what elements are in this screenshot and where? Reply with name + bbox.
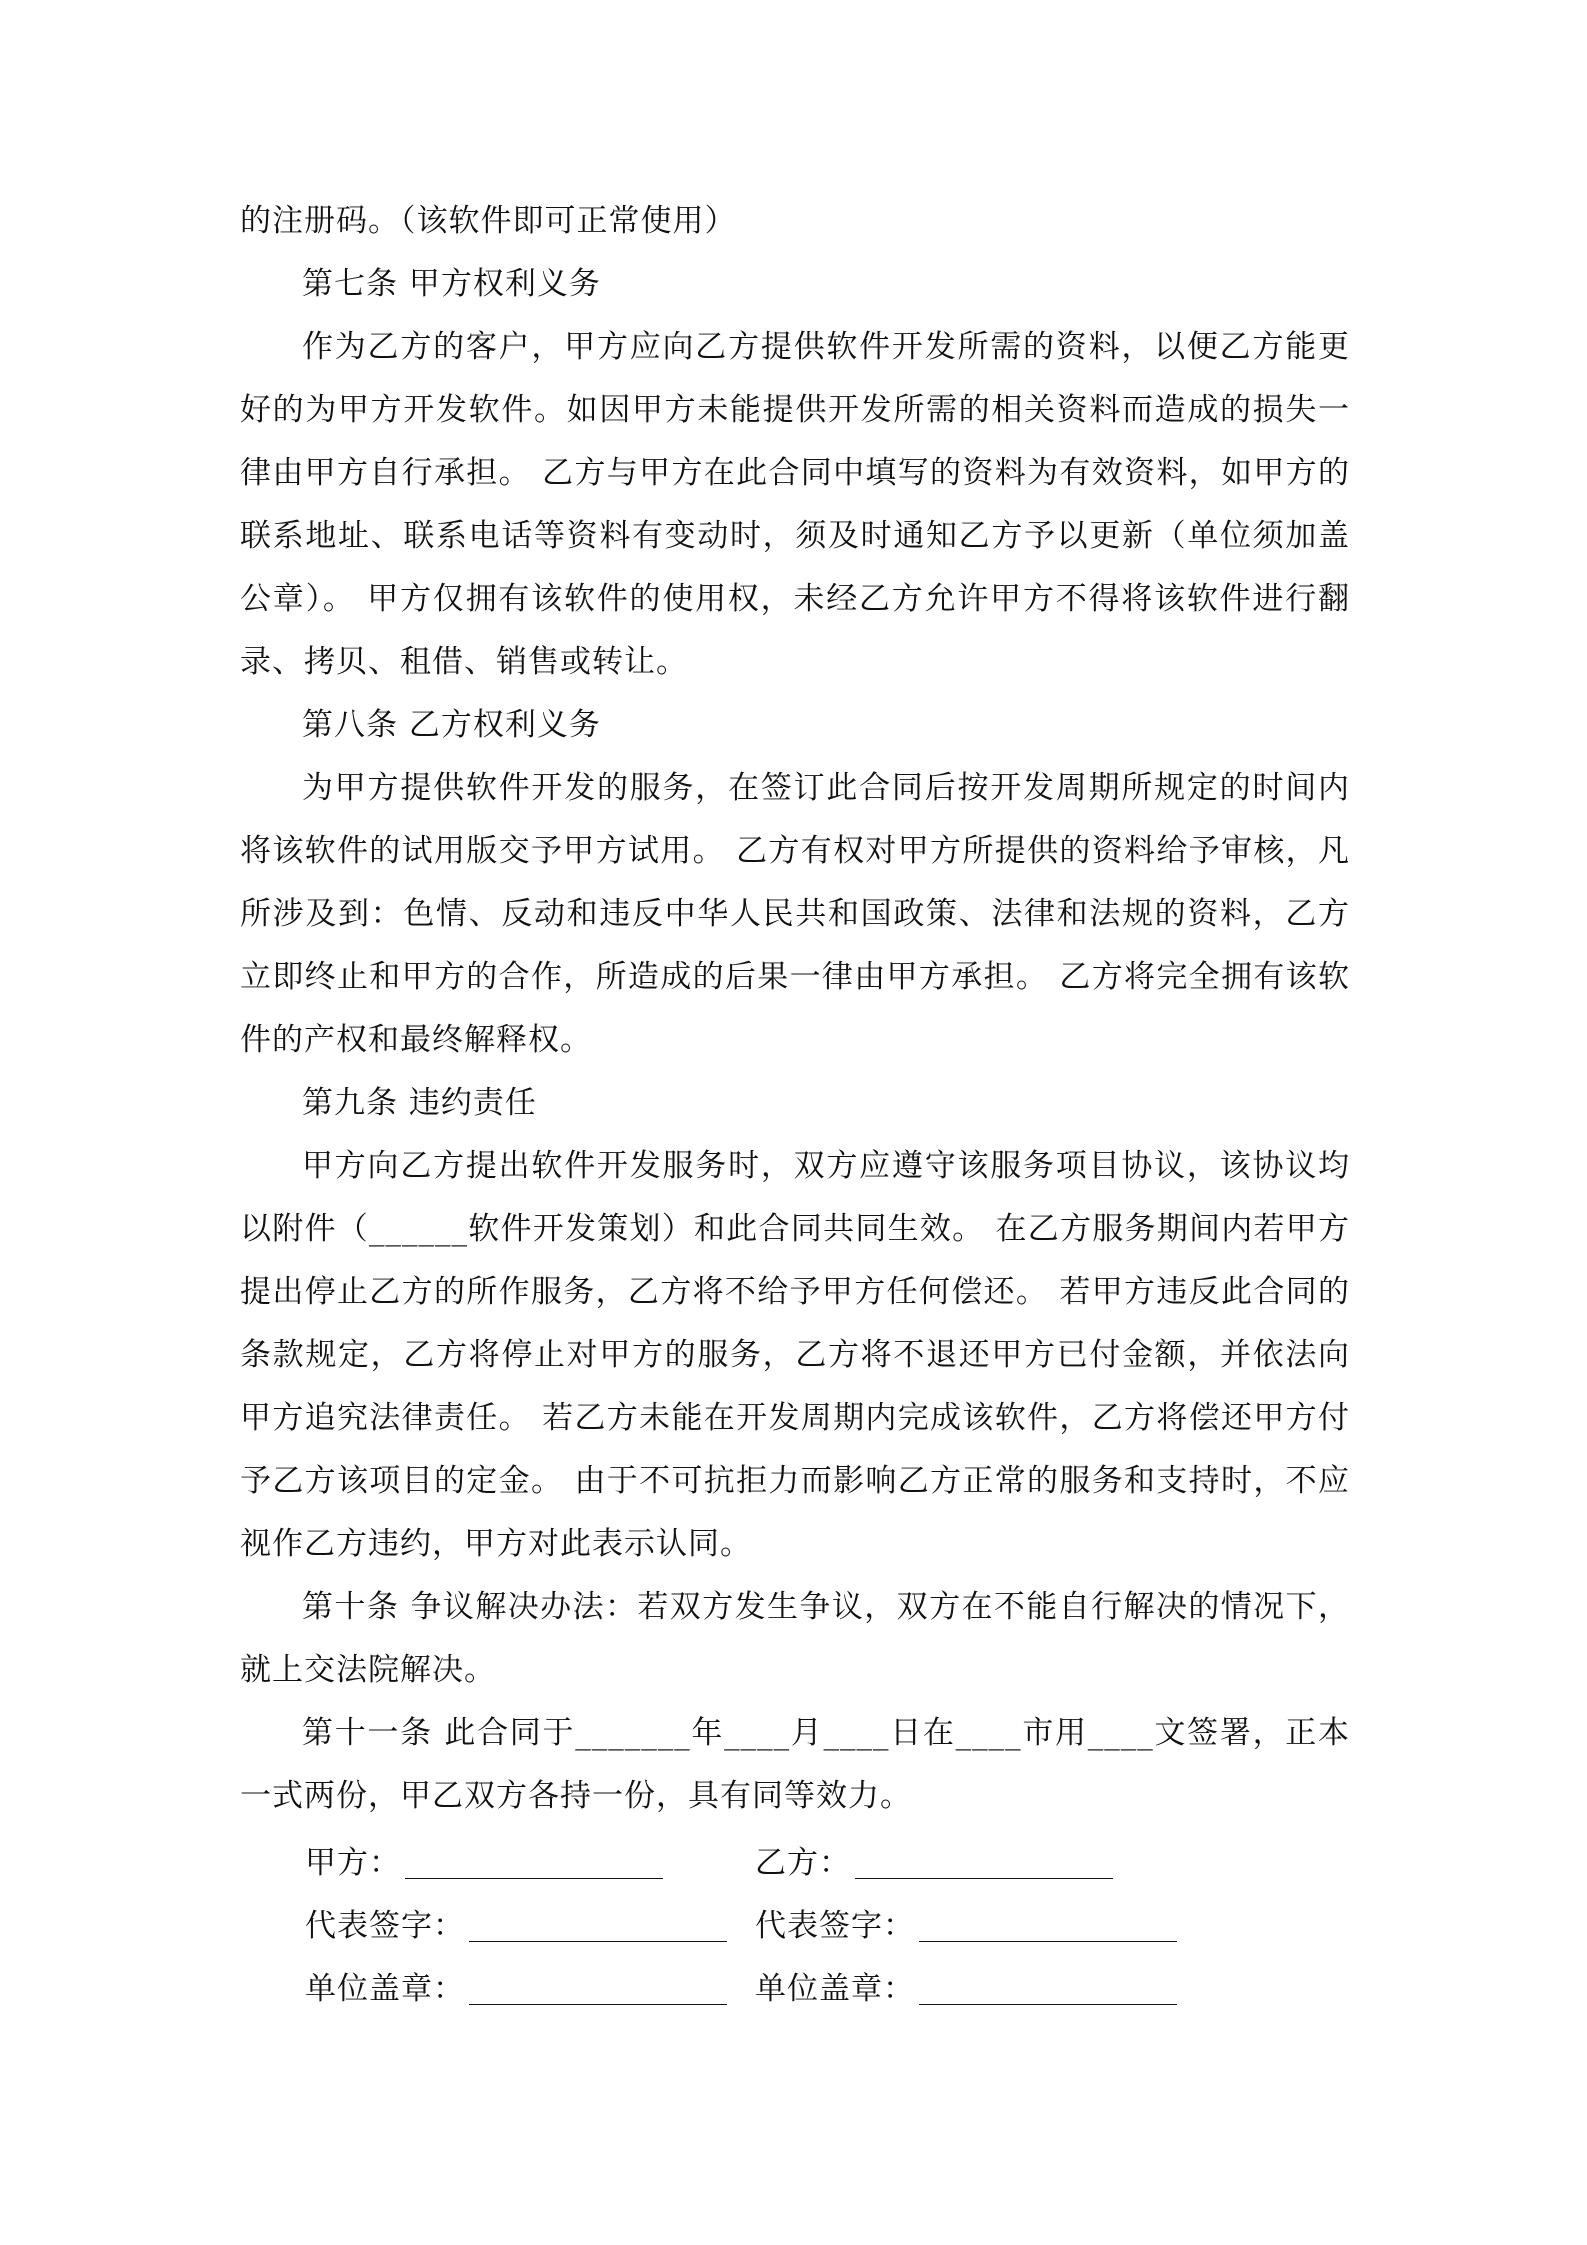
heading-article-9: 第九条 违约责任 [302, 1085, 537, 1121]
paragraph-article-8: 为甲方提供软件开发的服务，在签订此合同后按开发周期所规定的时间内将该软件的试用版交予甲方试用。 乙方有权对甲方所提供的资料给予审核，凡所涉及到：色情、反动和违反中华人民共和国政策、法律和法规的资料，乙方立即终止和甲方的合作，所造成的后果一律由甲方承担。 乙方将完全拥有该软件的产权和最终解释权。 [240, 770, 1350, 1058]
paragraph-article-10: 第十条 争议解决办法：若双方发生争议，双方在不能自行解决的情况下，就上交法院解决。 [240, 1589, 1350, 1688]
paragraph-article-7: 作为乙方的客户，甲方应向乙方提供软件开发所需的资料，以便乙方能更好的为甲方开发软件。如因甲方未能提供开发所需的相关资料而造成的损失一律由甲方自行承担。 乙方与甲方在此合同中填写的资料为有效资料，如甲方的联系地址、联系电话等资料有变动时，须及时通知乙方予以更新（单位须加盖公章）。 甲方仅拥有该软件的使用权，未经乙方允许甲方不得将该软件进行翻录、拷贝、租借、销售或转让。 [240, 329, 1350, 680]
paragraph-registration-code: 的注册码。（该软件即可正常使用） [240, 203, 737, 239]
party-a-blank [405, 1848, 663, 1879]
rep-a-cell [305, 1895, 755, 1958]
signature-row-representative [305, 1895, 1205, 1958]
party-b-cell [755, 1832, 1205, 1895]
rep-b-blank [919, 1911, 1177, 1942]
seal-b-blank [919, 1974, 1177, 2005]
party-a-label: 甲方： [305, 1845, 401, 1881]
party-b-blank [855, 1848, 1113, 1879]
rep-b-label: 代表签字： [755, 1908, 915, 1944]
heading-article-7: 第七条 甲方权利义务 [302, 266, 601, 302]
paragraph-article-11: 第十一条 此合同于_______年____月____日在____市用____文签署，正本一式两份，甲乙双方各持一份，具有同等效力。 [240, 1715, 1350, 1814]
seal-a-blank [469, 1974, 727, 2005]
party-a-cell [305, 1832, 755, 1895]
signature-block [305, 1832, 1205, 2021]
signature-row-party [305, 1832, 1205, 1895]
rep-b-cell [755, 1895, 1205, 1958]
party-b-label: 乙方： [755, 1845, 851, 1881]
heading-article-8: 第八条 乙方权利义务 [302, 707, 601, 743]
paragraph-article-9: 甲方向乙方提出软件开发服务时，双方应遵守该服务项目协议，该协议均以附件（______软件开发策划）和此合同共同生效。 在乙方服务期间内若甲方提出停止乙方的所作服务，乙方将不给予甲方任何偿还。 若甲方违反此合同的条款规定，乙方将停止对甲方的服务，乙方将不退还甲方已付金额，并依法向甲方追究法律责任。 若乙方未能在开发周期内完成该软件，乙方将偿还甲方付予乙方该项目的定金。 由于不可抗拒力而影响乙方正常的服务和支持时，不应视作乙方违约，甲方对此表示认同。 [240, 1148, 1350, 1562]
seal-a-label: 单位盖章： [305, 1971, 465, 2007]
seal-a-cell [305, 1958, 755, 2021]
rep-a-blank [469, 1911, 727, 1942]
seal-b-label: 单位盖章： [755, 1971, 915, 2007]
contract-body [240, 190, 1350, 1828]
rep-a-label: 代表签字： [305, 1908, 465, 1944]
seal-b-cell [755, 1958, 1205, 2021]
signature-row-seal [305, 1958, 1205, 2021]
